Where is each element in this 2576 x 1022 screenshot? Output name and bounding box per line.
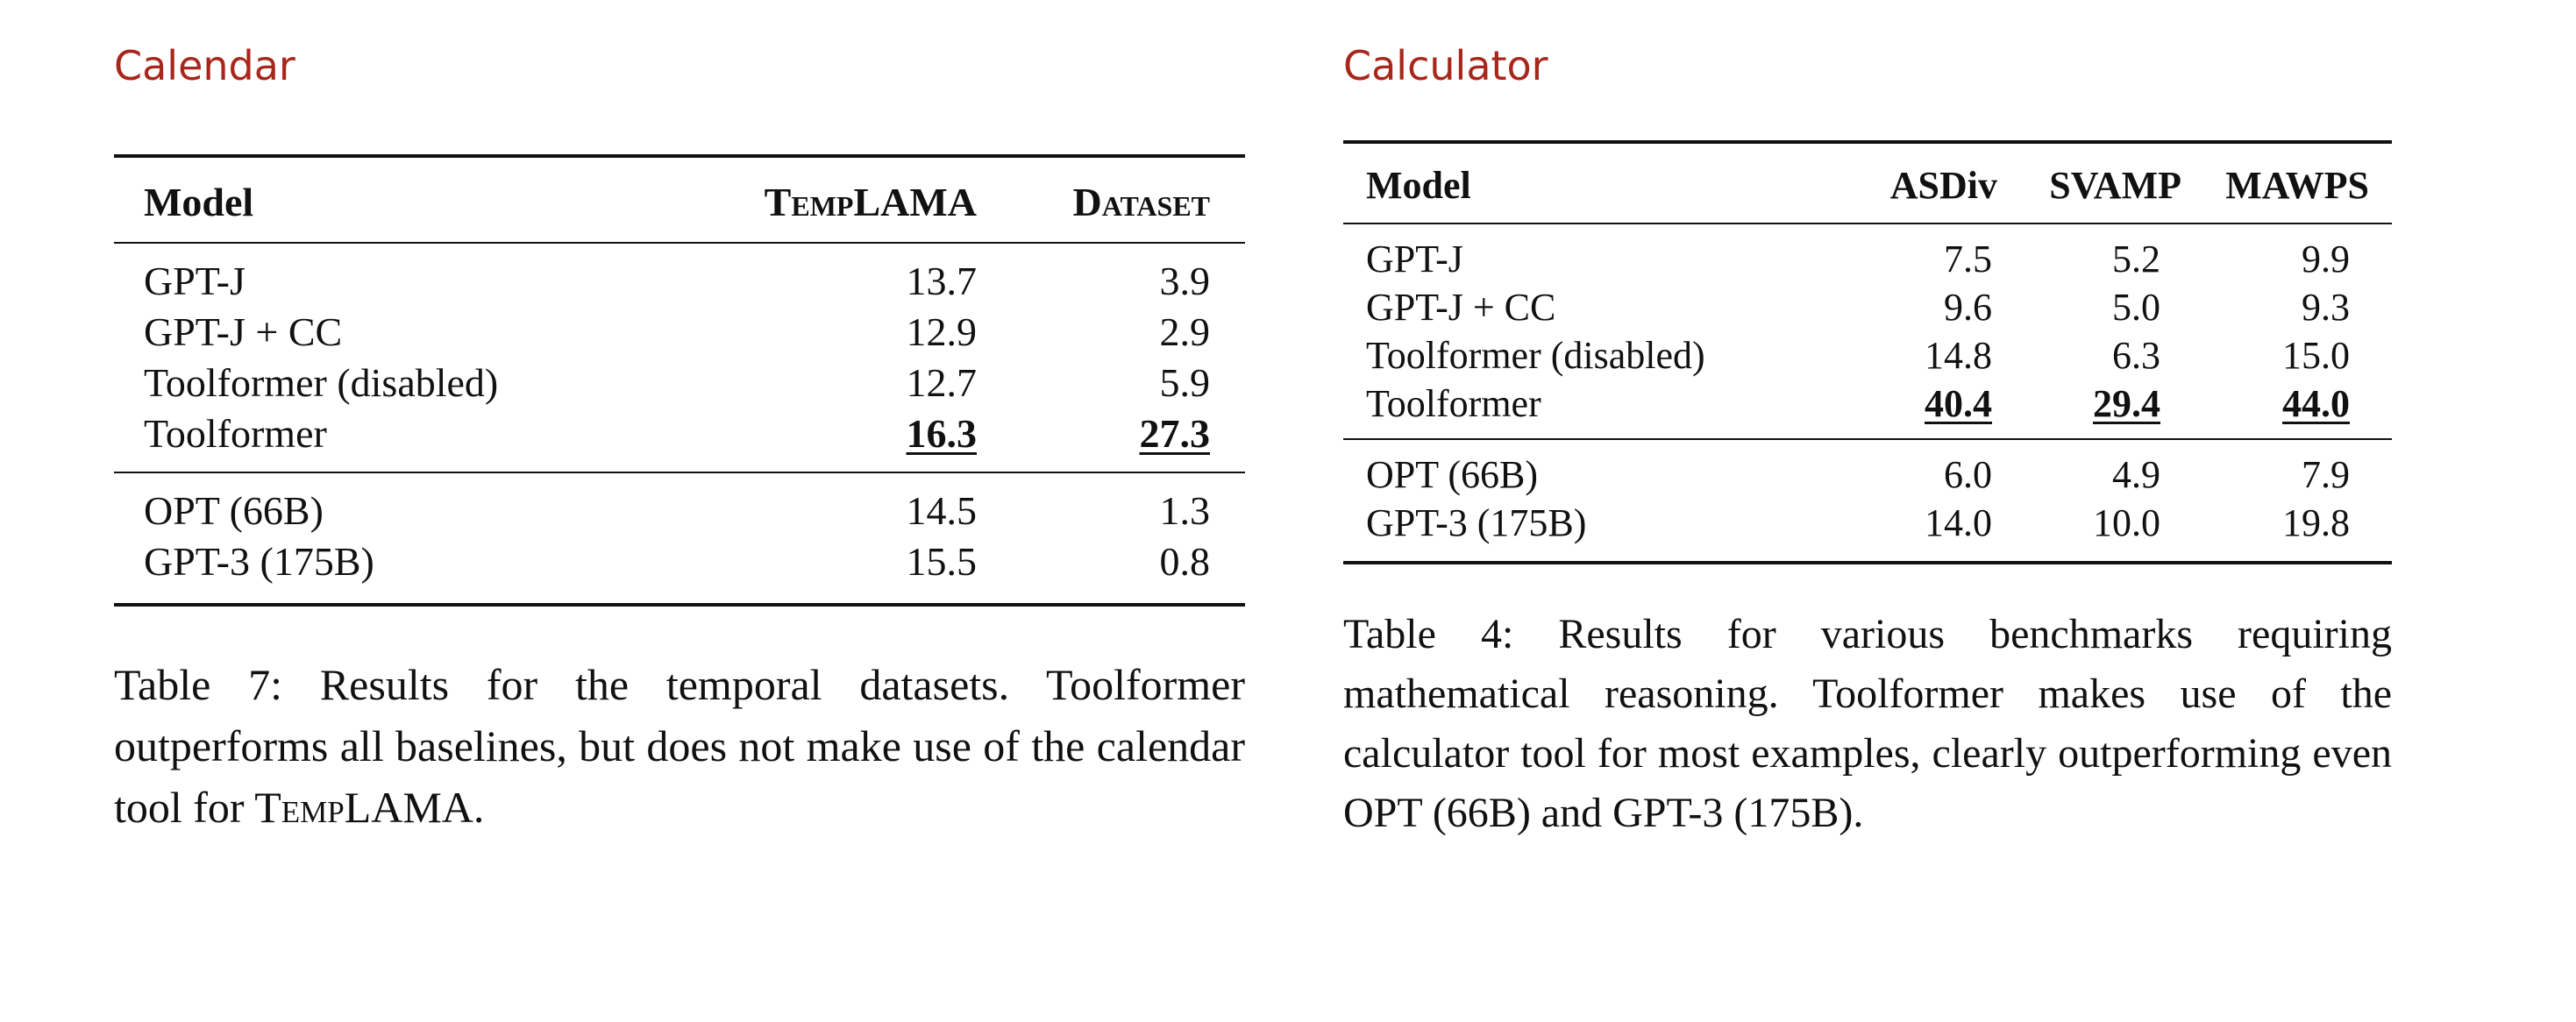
column-header-svamp: SVAMP	[2018, 142, 2194, 224]
asdiv-value-best: 40.4	[1925, 382, 1992, 425]
mawps-value: 15.0	[2282, 334, 2350, 377]
table-row	[1343, 380, 2392, 439]
table-row	[1343, 439, 2392, 499]
table-row	[1343, 499, 2392, 563]
asdiv-value: 6.0	[1944, 453, 1992, 496]
dateset-value: 5.9	[1159, 360, 1210, 405]
svamp-value: 6.3	[2112, 334, 2160, 377]
calculator-section-label: Calculator	[1343, 42, 1548, 89]
model-name: Toolformer (disabled)	[1366, 334, 1705, 377]
model-name: OPT (66B)	[1366, 453, 1538, 496]
templama-value: 15.5	[906, 539, 977, 584]
asdiv-value: 14.8	[1925, 334, 1992, 377]
temporal-results-table	[114, 154, 1245, 607]
asdiv-value: 7.5	[1944, 238, 1992, 280]
model-name: GPT-J	[144, 259, 246, 303]
mawps-value: 9.9	[2302, 238, 2350, 280]
dateset-value: 3.9	[1159, 259, 1210, 303]
column-header-asdiv: ASDiv	[1834, 142, 2018, 224]
column-header-dateset: Dataset	[982, 156, 1245, 243]
model-name: Toolformer (disabled)	[144, 360, 499, 405]
column-header-mawps: MAWPS	[2194, 142, 2392, 224]
model-name: GPT-3 (175B)	[144, 539, 374, 584]
mawps-value: 19.8	[2282, 501, 2350, 544]
dateset-value: 1.3	[1159, 488, 1210, 533]
math-results-table	[1343, 140, 2392, 564]
table-4-caption: Table 4: Results for various benchmarks requiring mathematical reasoning. Toolformer makes use of the calculator tool for most examples, clearly outperforming even OPT (66B) and GPT-3 (175B).	[1343, 611, 2392, 836]
mawps-value-best: 44.0	[2282, 382, 2350, 425]
table-row	[114, 358, 1245, 408]
table-row	[114, 243, 1245, 307]
svamp-value: 10.0	[2093, 501, 2160, 544]
model-name: GPT-J + CC	[1366, 286, 1556, 329]
table-row	[1343, 224, 2392, 283]
templama-value: 12.7	[906, 360, 977, 405]
dateset-value: 0.8	[1159, 539, 1210, 584]
table-7-caption: Table 7: Results for the temporal datasets. Toolformer outperforms all baselines, but does not make use of the calendar tool for TempLAMA.	[114, 660, 1245, 832]
dateset-value: 2.9	[1159, 309, 1210, 354]
mawps-value: 7.9	[2302, 453, 2350, 496]
templama-value: 13.7	[906, 259, 977, 303]
model-name: Toolformer	[1366, 382, 1541, 425]
column-header-templama: TempLAMA	[666, 156, 982, 243]
table-row	[114, 307, 1245, 358]
svamp-value: 5.0	[2112, 286, 2160, 329]
asdiv-value: 14.0	[1925, 501, 1992, 544]
model-name: GPT-3 (175B)	[1366, 501, 1587, 544]
svamp-value-best: 29.4	[2093, 382, 2160, 425]
model-name: GPT-J	[1366, 238, 1463, 280]
table-row	[114, 472, 1245, 536]
asdiv-value: 9.6	[1944, 286, 1992, 329]
calendar-section-label: Calendar	[114, 42, 295, 89]
templama-value-best: 16.3	[906, 411, 977, 456]
table-row	[114, 408, 1245, 472]
model-name: OPT (66B)	[144, 488, 324, 533]
table-header-row	[114, 156, 1245, 243]
table-row	[1343, 283, 2392, 331]
model-name: Toolformer	[144, 411, 327, 456]
svamp-value: 4.9	[2112, 453, 2160, 496]
mawps-value: 9.3	[2302, 286, 2350, 329]
templama-value: 12.9	[906, 309, 977, 354]
templama-value: 14.5	[906, 488, 977, 533]
dateset-value-best: 27.3	[1139, 411, 1210, 456]
table-row	[1343, 331, 2392, 380]
model-name: GPT-J + CC	[144, 309, 343, 354]
table-row	[114, 536, 1245, 605]
table-header-row	[1343, 142, 2392, 224]
svamp-value: 5.2	[2112, 238, 2160, 280]
column-header-model: Model	[114, 156, 666, 243]
column-header-model: Model	[1343, 142, 1834, 224]
